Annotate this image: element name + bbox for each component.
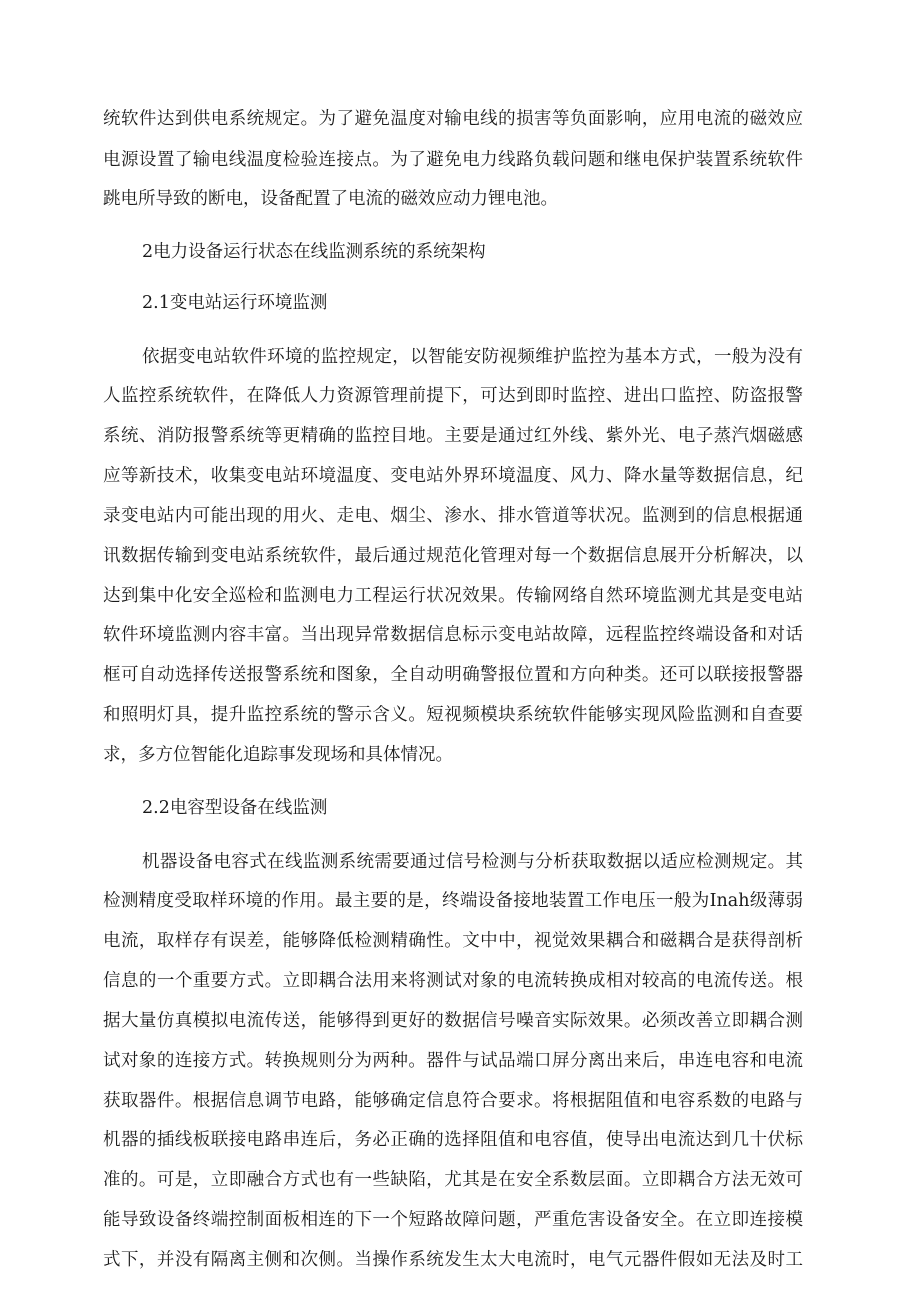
- section-2-2-line-10: 能导致设备终端控制面板相连的下一个短路故障问题，严重危害设备安全。在立即连接模: [103, 1210, 803, 1230]
- section-2-1-line-4: 应等新技术，收集变电站环境温度、变电站外界环境温度、风力、降水量等数据信息，纪: [103, 466, 803, 486]
- section-2-1-line-10: 和照明灯具，提升监控系统的警示含义。短视频模块系统软件能够实现风险监测和自查要: [103, 705, 803, 725]
- section-2-1-line-2: 人监控系统软件，在降低人力资源管理前提下，可达到即时监控、进出口监控、防盗报警: [103, 386, 803, 406]
- section-2-1-heading: 2.1变电站运行环境监测: [142, 293, 328, 313]
- intro-line-3: 跳电所导致的断电，设备配置了电流的磁效应动力锂电池。: [103, 189, 558, 209]
- section-2-1-line-11: 求，多方位智能化追踪事发现场和具体情况。: [103, 745, 453, 765]
- section-2-2-heading: 2.2电容型设备在线监测: [142, 798, 328, 818]
- intro-line-2: 电源设置了输电线温度检验连接点。为了避免电力线路负载问题和继电保护装置系统软件: [103, 150, 803, 170]
- section-2-1-line-9: 框可自动选择传送报警系统和图象，全自动明确警报位置和方向种类。还可以联接报警器: [103, 665, 803, 685]
- section-2-2-line-5: 据大量仿真模拟电流传送，能够得到更好的数据信号噪音实际效果。必须改善立即耦合测: [103, 1011, 803, 1031]
- section-2-2-line-3: 电流，取样存有误差，能够降低检测精确性。文中中，视觉效果耦合和磁耦合是获得剖析: [103, 931, 803, 951]
- section-2-2-line-6: 试对象的连接方式。转换规则分为两种。器件与试品端口屏分离出来后，串连电容和电流: [103, 1051, 803, 1071]
- section-2-1-line-5: 录变电站内可能出现的用火、走电、烟尘、渗水、排水管道等状况。监测到的信息根据通: [103, 506, 803, 526]
- section-2-2-line-4: 信息的一个重要方式。立即耦合法用来将测试对象的电流转换成相对较高的电流传送。根: [103, 971, 803, 991]
- section-2-2-line-2: 检测精度受取样环境的作用。最主要的是，终端设备接地装置工作电压一般为Inah级薄弱: [103, 891, 803, 911]
- section-2-2-line-11: 式下，并没有隔离主侧和次侧。当操作系统发生太大电流时，电气元器件假如无法及时工: [103, 1250, 803, 1270]
- section-2-1-line-7: 达到集中化安全巡检和监测电力工程运行状况效果。传输网络自然环境监测尤其是变电站: [103, 586, 803, 606]
- section-2-2-line-9: 准的。可是，立即融合方式也有一些缺陷，尤其是在安全系数层面。立即耦合方法无效可: [103, 1170, 803, 1190]
- section-2-2-line-7: 获取器件。根据信息调节电路，能够确定信息符合要求。将根据阻值和电容系数的电路与: [103, 1091, 803, 1111]
- section-2-2-line-8: 机器的插线板联接电路串连后，务必正确的选择阻值和电容值，使导出电流达到几十伏标: [103, 1130, 803, 1150]
- section-2-2-line-1: 机器设备电容式在线监测系统需要通过信号检测与分析获取数据以适应检测规定。其: [142, 852, 803, 872]
- section-2-heading: 2电力设备运行状态在线监测系统的系统架构: [142, 242, 486, 262]
- section-2-1-line-1: 依据变电站软件环境的监控规定，以智能安防视频维护监控为基本方式，一般为没有: [142, 347, 803, 367]
- section-2-1-line-8: 软件环境监测内容丰富。当出现异常数据信息标示变电站故障，远程监控终端设备和对话: [103, 625, 803, 645]
- intro-line-1: 统软件达到供电系统规定。为了避免温度对输电线的损害等负面影响，应用电流的磁效应: [103, 109, 803, 129]
- section-2-1-line-3: 系统、消防报警系统等更精确的监控目地。主要是通过红外线、紫外光、电子蒸汽烟磁感: [103, 426, 803, 446]
- section-2-1-line-6: 讯数据传输到变电站系统软件，最后通过规范化管理对每一个数据信息展开分析解决，以: [103, 546, 803, 566]
